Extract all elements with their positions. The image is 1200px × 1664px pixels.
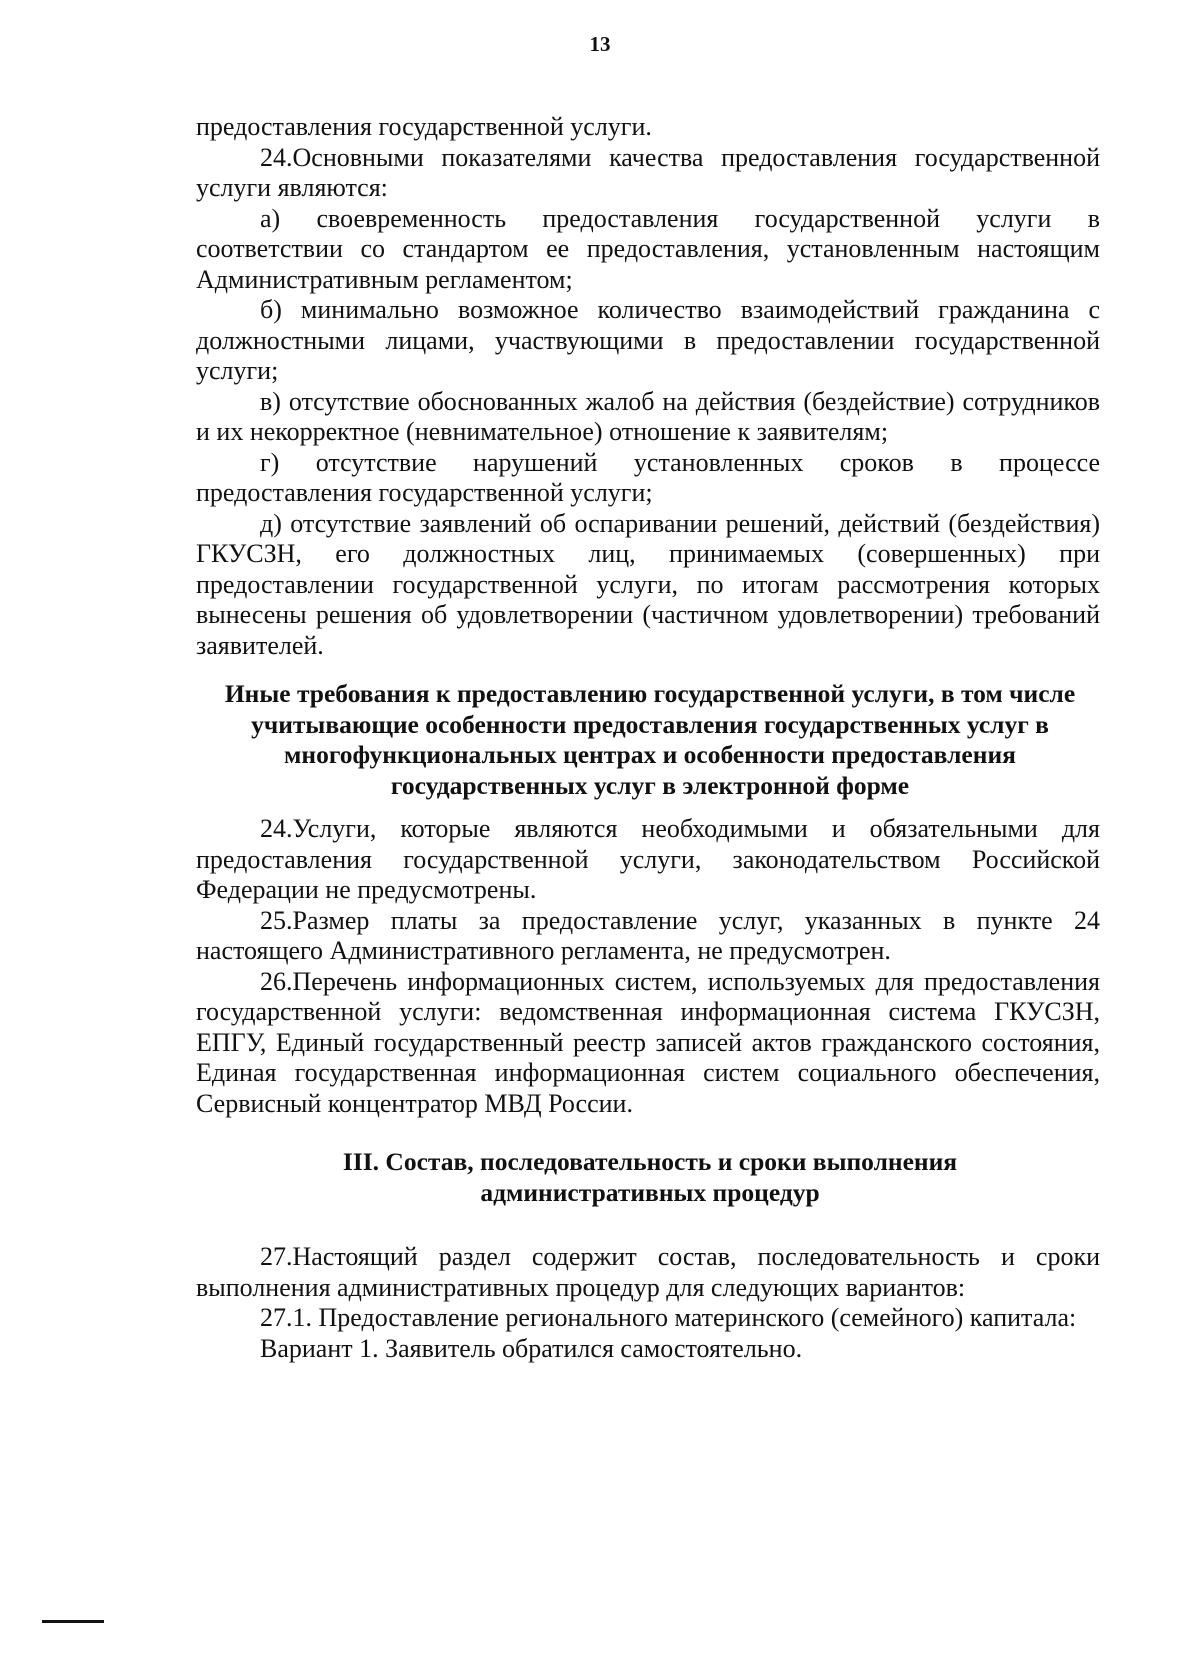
procedures-section <box>196 1242 1100 1364</box>
list-item: г) отсутствие нарушений установленных сроков в процессе предоставления государственной услуги; <box>196 447 1100 507</box>
list-item: д) отсутствие заявлений об оспаривании решений, действий (бездействия) ГКУСЗН, его должностных лиц, принимаемых (совершенных) при предоставлении государственной услуги, по итогам рассмотрения которых вынесены решения об удовлетворении (частичном удовлетворении) требований заявителей. <box>196 508 1100 660</box>
paragraph: 24.Услуги, которые являются необходимыми и обязательными для предоставления государственной услуги, законодательством Российской Федерации не предусмотрены. <box>196 814 1100 904</box>
paragraph: 27.Настоящий раздел содержит состав, последовательность и сроки выполнения административных процедур для следующих вариантов: <box>196 1242 1100 1302</box>
page-number: 13 <box>589 32 611 56</box>
quality-indicators-section <box>196 112 1100 661</box>
paragraph: 26.Перечень информационных систем, используемых для предоставления государственной услуги: ведомственная информационная система ГКУСЗН, ЕПГУ, Единый государственный реестр записей актов гражданского состояния, Единая государственная информационная систем социального обеспечения, Сервисный концентратор МВД России. <box>196 966 1100 1118</box>
section-heading-iii: III. Состав, последовательность и сроки выполнения административных процедур <box>342 1147 958 1207</box>
paragraph: предоставления государственной услуги. <box>196 112 652 141</box>
list-item: в) отсутствие обоснованных жалоб на действия (бездействие) сотрудников и их некорректное (невнимательное) отношение к заявителям; <box>196 386 1100 446</box>
list-item: а) своевременность предоставления государственной услуги в соответствии со стандартом ее предоставления, установленным настоящим Административным регламентом; <box>196 203 1100 294</box>
list-item: б) минимально возможное количество взаимодействий гражданина с должностными лицами, участвующими в предоставлении государственной услуги; <box>196 295 1100 385</box>
footnote-separator-line <box>42 1620 104 1623</box>
paragraph: 27.1. Предоставление регионального материнского (семейного) капитала: <box>260 1303 1077 1332</box>
paragraph: 24.Основными показателями качества предоставления государственной услуги являются: <box>196 142 1100 202</box>
services-section <box>196 814 1100 1119</box>
section-heading-other-requirements: Иные требования к предоставлению государственной услуги, в том числе учитывающие особенности предоставления государственных услуг в многофункциональных центрах и особенности предоставления государственных услуг в электронной форме <box>224 679 1076 800</box>
paragraph: 25.Размер платы за предоставление услуг, указанных в пункте 24 настоящего Административного регламента, не предусмотрен. <box>196 905 1100 965</box>
paragraph: Вариант 1. Заявитель обратился самостоятельно. <box>260 1333 803 1363</box>
